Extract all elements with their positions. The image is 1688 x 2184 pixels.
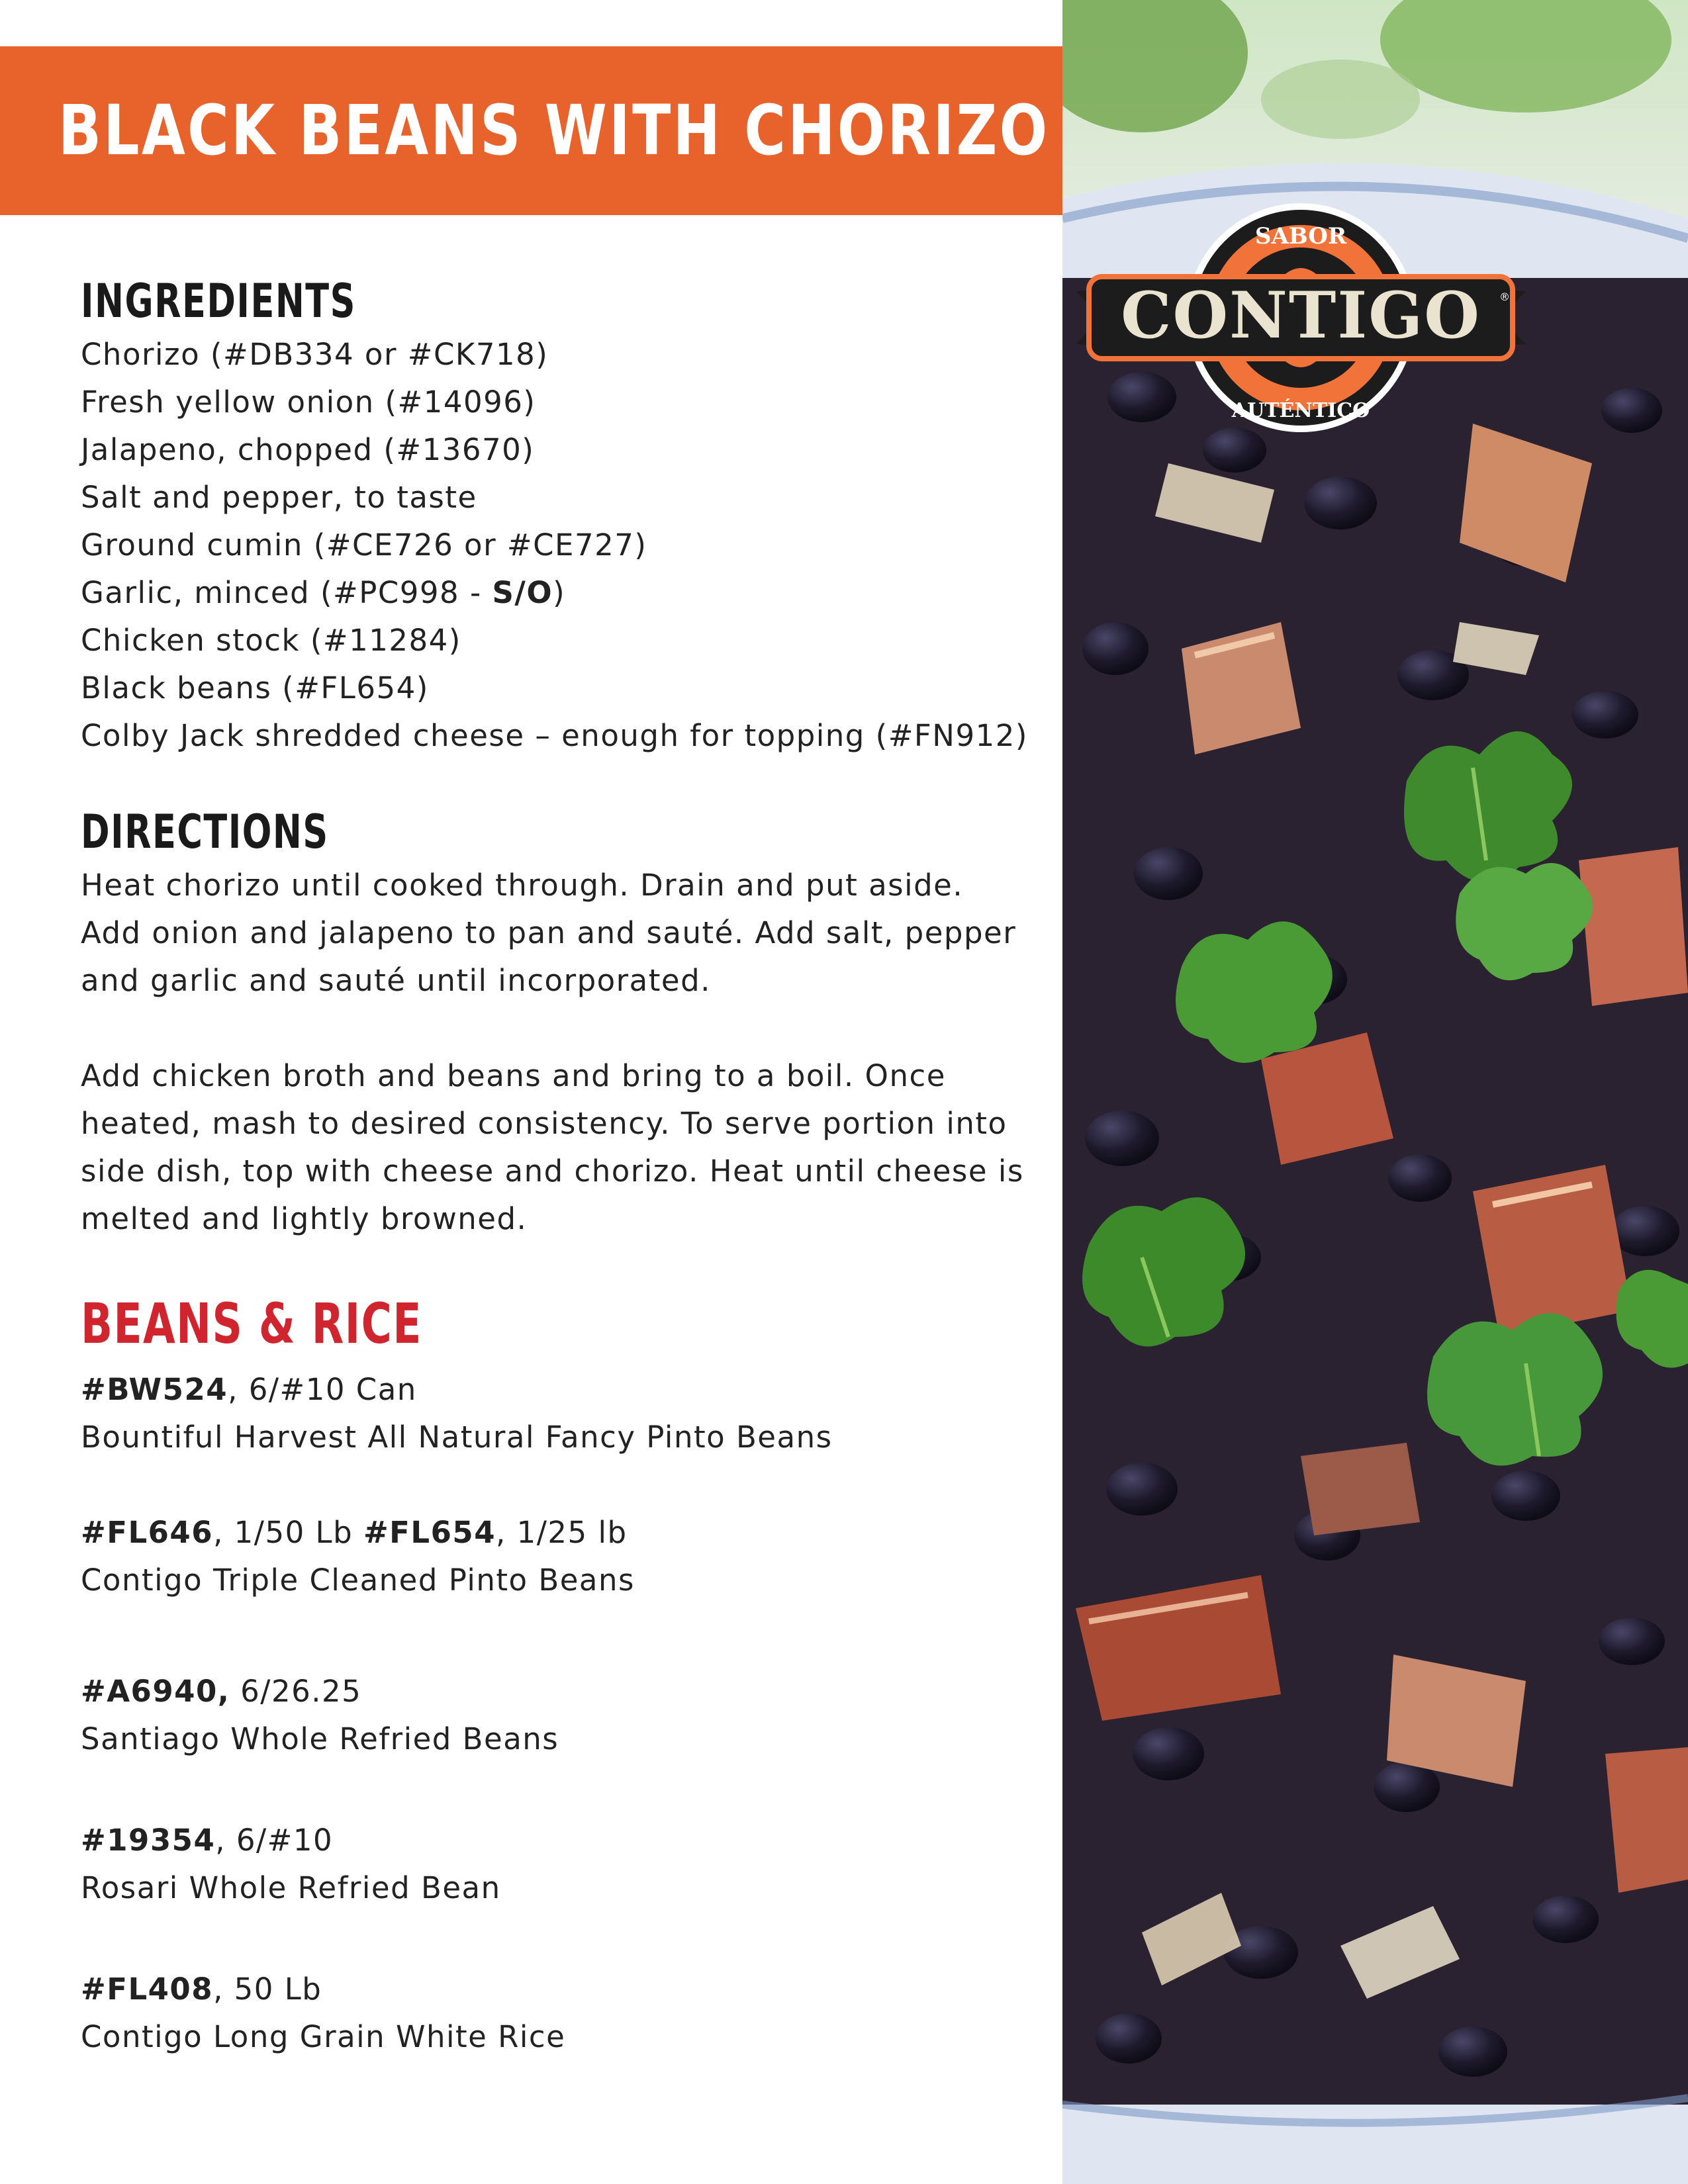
ingredient-item-garlic — [81, 569, 1034, 617]
product-entry — [81, 1668, 1034, 1763]
ingredient-item: Black beans (#FL654) — [81, 670, 429, 705]
directions-paragraph — [81, 862, 1034, 1005]
logo-bottom-text: AUTÉNTICO — [1231, 399, 1370, 422]
product-code-line — [81, 1668, 1034, 1715]
ingredients-section — [81, 271, 1034, 760]
beans-rice-heading: BEANS & RICE — [81, 1291, 422, 1356]
beans-rice-section — [81, 1291, 1034, 1357]
ingredient-item: Ground cumin (#CE726 or #CE727) — [81, 527, 647, 563]
ingredient-item: Fresh yellow onion (#14096) — [81, 385, 536, 420]
ingredient-item: Colby Jack shredded cheese – enough for topping (#FN912) — [81, 718, 1028, 753]
directions-line: side dish, top with cheese and chorizo. Heat until cheese is — [81, 1154, 1024, 1189]
directions-section — [81, 802, 1034, 1243]
product-code: #19354 — [81, 1823, 216, 1858]
garlic-text: Garlic, minced (#PC998 - — [81, 575, 492, 610]
product-code-line — [81, 1366, 1034, 1414]
product-entry — [81, 1366, 1034, 1461]
product-entry — [81, 1817, 1034, 1912]
product-code: #FL408 — [81, 1972, 214, 2007]
product-name: Santiago Whole Refried Beans — [81, 1721, 559, 1756]
product-code: #FL646 — [81, 1515, 214, 1550]
directions-paragraph — [81, 1052, 1034, 1243]
product-name: Contigo Long Grain White Rice — [81, 2019, 566, 2054]
product-code: #BW524 — [81, 1372, 228, 1407]
product-entry — [81, 1966, 1034, 2061]
product-code: #A6940, — [81, 1674, 230, 1709]
directions-line: Add chicken broth and beans and bring to a boil. Once — [81, 1058, 946, 1093]
product-pack: 6/26.25 — [230, 1674, 362, 1709]
product-code-line — [81, 1817, 1034, 1864]
product-pack: , 6/#10 Can — [228, 1372, 417, 1407]
logo-brand-text: CONTIGO — [1121, 278, 1481, 353]
product-code: #FL654 — [363, 1515, 496, 1550]
product-pack: , 50 Lb — [213, 1972, 322, 2007]
logo-registered-mark: ® — [1499, 291, 1510, 303]
product-code-line — [81, 1509, 1034, 1557]
ingredient-item: Jalapeno, chopped (#13670) — [81, 432, 535, 467]
food-photo — [1062, 0, 1688, 2184]
product-pack: , 1/50 Lb — [213, 1515, 363, 1550]
directions-line: heated, mash to desired consistency. To serve portion into — [81, 1106, 1008, 1141]
special-order-tag: S/O — [492, 575, 553, 610]
ingredient-item: Chicken stock (#11284) — [81, 623, 461, 658]
product-pack: , 1/25 lb — [496, 1515, 628, 1550]
product-name: Contigo Triple Cleaned Pinto Beans — [81, 1563, 635, 1598]
directions-line: melted and lightly browned. — [81, 1201, 528, 1236]
directions-line: Heat chorizo until cooked through. Drain and put aside. — [81, 868, 964, 903]
ingredient-item: Chorizo (#DB334 or #CK718) — [81, 337, 549, 372]
garlic-suffix: ) — [553, 575, 566, 610]
ingredients-heading: INGREDIENTS — [81, 274, 356, 328]
directions-line: Add onion and jalapeno to pan and sauté. Add salt, pepper — [81, 915, 1017, 950]
product-entry — [81, 1509, 1034, 1604]
food-photo-illustration — [1062, 0, 1688, 2184]
directions-line: and garlic and sauté until incorporated. — [81, 963, 711, 998]
page-title: BLACK BEANS WITH CHORIZO — [58, 90, 1050, 171]
product-code-line — [81, 1966, 1034, 2013]
title-banner — [0, 46, 1062, 215]
logo-top-text: SABOR — [1254, 223, 1347, 250]
directions-heading: DIRECTIONS — [81, 805, 329, 859]
product-pack: , 6/#10 — [215, 1823, 334, 1858]
product-name: Rosari Whole Refried Bean — [81, 1870, 501, 1905]
product-name: Bountiful Harvest All Natural Fancy Pinto Beans — [81, 1420, 833, 1455]
ingredient-item: Salt and pepper, to taste — [81, 480, 477, 515]
